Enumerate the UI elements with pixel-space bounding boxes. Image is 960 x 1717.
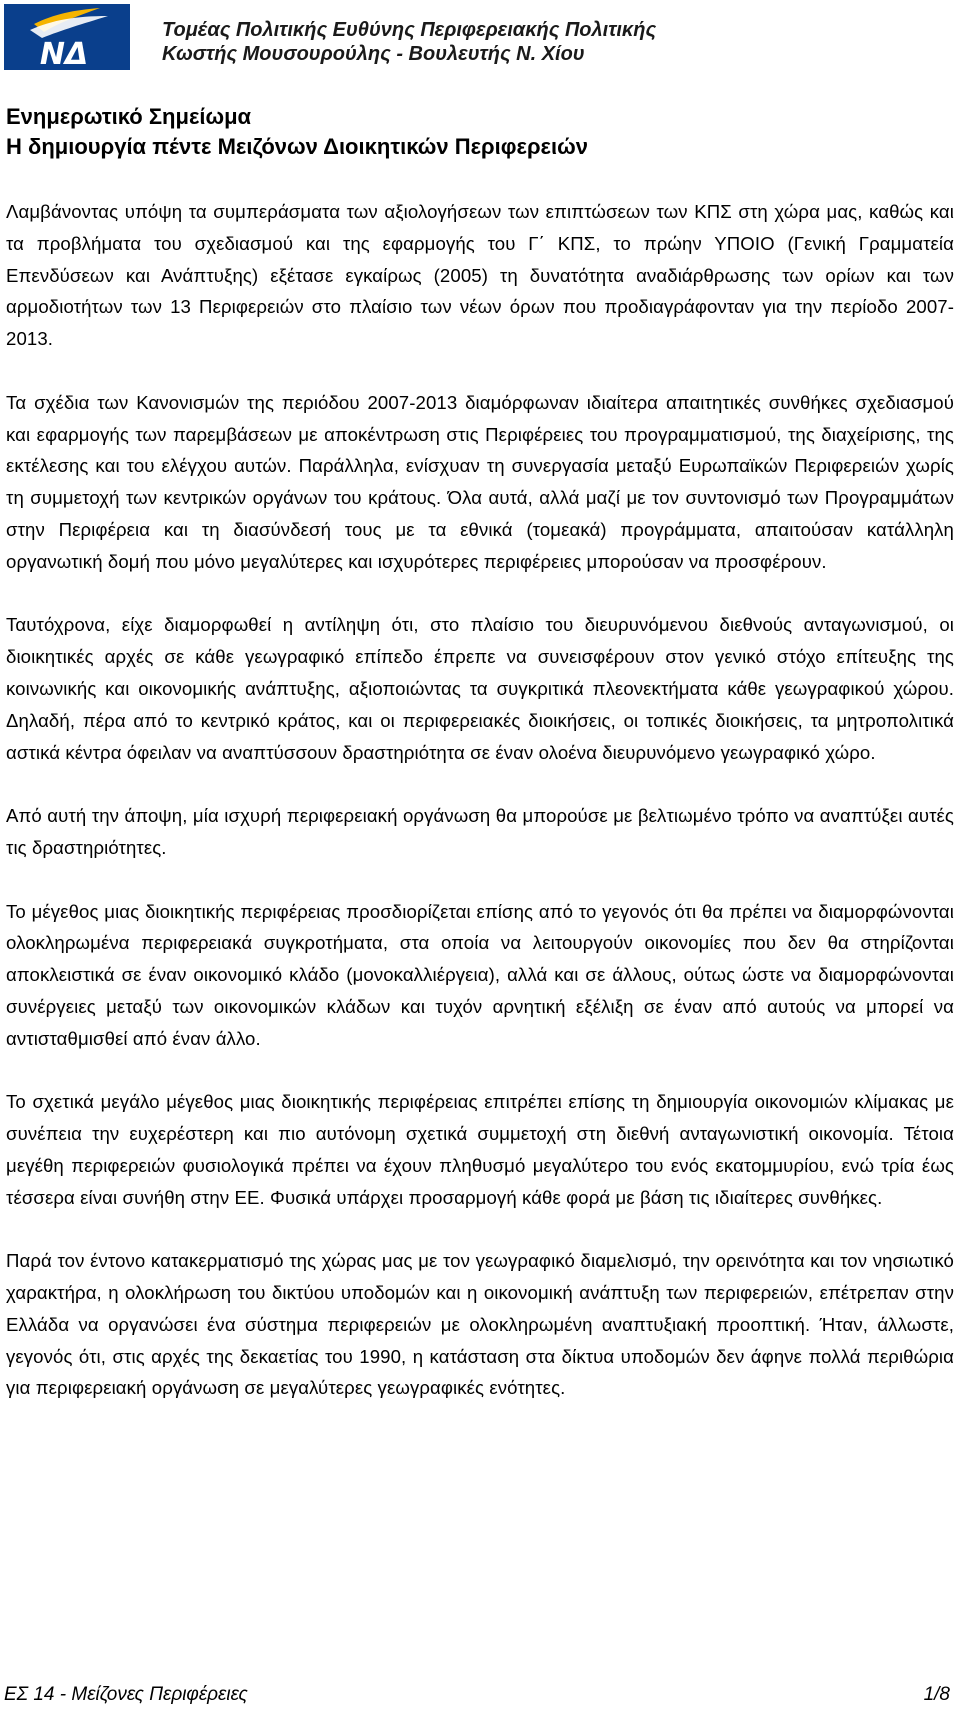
paragraph: Ταυτόχρονα, είχε διαμορφωθεί η αντίληψη ότι, στο πλαίσιο του διευρυνόμενου διεθνούς ανταγωνισμού, οι διοικητικές αρχές σε κάθε γεωγραφικό επίπεδο έπρεπε να συνεισφέρουν στον γενικό στόχο επίτευξης της κοινωνικής και οικονομικής ανάπτυξης, αξιοποιώντας τα συγκριτικά πλεονεκτήματα κάθε γεωγραφικού χώρου. Δηλαδή, πέρα από το κεντρικό κράτος, και οι περιφερειακές διοικήσεις, οι τοπικές διοικήσεις, τα μητροπολιτικά αστικά κέντρα όφειλαν να αναπτύσσουν δραστηριότητα σε έναν ολοένα διευρυνόμενο γεωγραφικό χώρο.	[6, 614, 954, 763]
nd-logo-icon	[4, 4, 130, 70]
paragraph: Τα σχέδια των Κανονισμών της περιόδου 2007-2013 διαμόρφωναν ιδιαίτερα απαιτητικές συνθήκες σχεδιασμού και εφαρμογής των παρεμβάσεων με αποκέντρωση στις Περιφέρειες του προγραμματισμού, της διαχείρισης, της εκτέλεσης και του ελέγχου αυτών. Παράλληλα, ενίσχυαν τη συνεργασία μεταξύ Ευρωπαϊκών Περιφερειών χωρίς τη συμμετοχή των κεντρικών οργάνων του κράτους. Όλα αυτά, αλλά μαζί με τον συντονισμό των Προγραμμάτων στην Περιφέρεια και τη διασύνδεσή τους με τα εθνικά (τομεακά) προγράμματα, απαιτούσαν κατάλληλη οργανωτική δομή που μόνο μεγαλύτερες και ισχυρότερες περιφέρειες μπορούσαν να προσφέρουν.	[6, 391, 954, 572]
header-line-sector: Τομέας Πολιτικής Ευθύνης Περιφερειακής Πολιτικής	[162, 19, 657, 41]
paragraph: Το σχετικά μεγάλο μέγεθος μιας διοικητικής περιφέρειας επιτρέπει επίσης τη δημιουργία οικονομιών κλίμακας με συνέπεια την ευχερέστερη και πιο αυτόνομη σχετικά συμμετοχή στη διεθνή ανταγωνιστική οικονομία. Τέτοια μεγέθη περιφερειών φυσιολογικά πρέπει να έχουν πληθυσμό μεγαλύτερο του ενός εκατομμυρίου, ενώ τρία έως τέσσερα είναι συνήθη στην ΕΕ. Φυσικά υπάρχει προσαρμογή κάθε φορά με βάση τις ιδιαίτερες συνθήκες.	[6, 1091, 954, 1208]
document-title-block	[6, 102, 588, 162]
svg-text:ΝΔ: ΝΔ	[39, 37, 89, 70]
document-title: Η δημιουργία πέντε Μειζόνων Διοικητικών Περιφερειών	[6, 134, 588, 159]
paragraph: Το μέγεθος μιας διοικητικής περιφέρειας προσδιορίζεται επίσης από το γεγονός ότι θα πρέπει να διαμορφώνονται ολοκληρωμένα περιφερειακά συγκροτήματα, στα οποία να λειτουργούν οικονομίες που δεν θα στηρίζονται αποκλειστικά σε έναν οικονομικό κλάδο (μονοκαλλιέργεια), αλλά και σε άλλους, ούτως ώστε να διαμορφώνονται συνέργειες μεταξύ των οικονομικών κλάδων και τυχόν αρνητική εξέλιξη σε έναν από αυτούς να μπορεί να αντισταθμισθεί από έναν άλλο.	[6, 900, 954, 1049]
paragraph: Παρά τον έντονο κατακερματισμό της χώρας μας με τον γεωγραφικό διαμελισμό, την ορεινότητα και τον νησιωτικό χαρακτήρα, η ολοκλήρωση του δικτύου υποδομών και η οικονομική ανάπτυξη των περιφερειών, επέτρεπαν στην Ελλάδα να οργανώσει ένα σύστημα περιφερειών με ολοκληρωμένη αναπτυξιακή προοπτική. Ήταν, άλλωστε, γεγονός ότι, στις αρχές της δεκαετίας του 1990, η κατάσταση στα δίκτυα υποδομών δεν άφηνε πολλά περιθώρια για περιφερειακή οργάνωση σε μεγαλύτερες γεωγραφικές ενότητες.	[6, 1250, 954, 1399]
paragraph: Από αυτή την άποψη, μία ισχυρή περιφερειακή οργάνωση θα μπορούσε με βελτιωμένο τρόπο να αναπτύξει αυτές τις δραστηριότητες.	[6, 805, 954, 858]
page-header	[4, 4, 954, 74]
party-logo	[4, 4, 130, 70]
document-kind: Ενημερωτικό Σημείωμα	[6, 104, 252, 129]
paragraph: Λαμβάνοντας υπόψη τα συμπεράσματα των αξιολογήσεων των επιπτώσεων των ΚΠΣ στη χώρα μας, καθώς και τα προβλήματα του σχεδιασμού και της εφαρμογής του Γ΄ ΚΠΣ, το πρώην ΥΠΟΙΟ (Γενική Γραμματεία Επενδύσεων και Ανάπτυξης) εξέτασε εγκαίρως (2005) τη δυνατότητα αναδιάρθρωσης των ορίων και των αρμοδιοτήτων των 13 Περιφερειών στο πλαίσιο των νέων όρων που προδιαγράφονταν για την περίοδο 2007-2013.	[6, 201, 954, 350]
page-number: 1/8	[923, 1684, 950, 1705]
header-text	[162, 18, 656, 66]
footer-document-label: ΕΣ 14 - Μείζονες Περιφέρειες	[4, 1684, 248, 1705]
header-line-mp: Κωστής Μουσουρούλης - Βουλευτής Ν. Χίου	[162, 43, 585, 65]
document-body	[6, 196, 954, 1436]
